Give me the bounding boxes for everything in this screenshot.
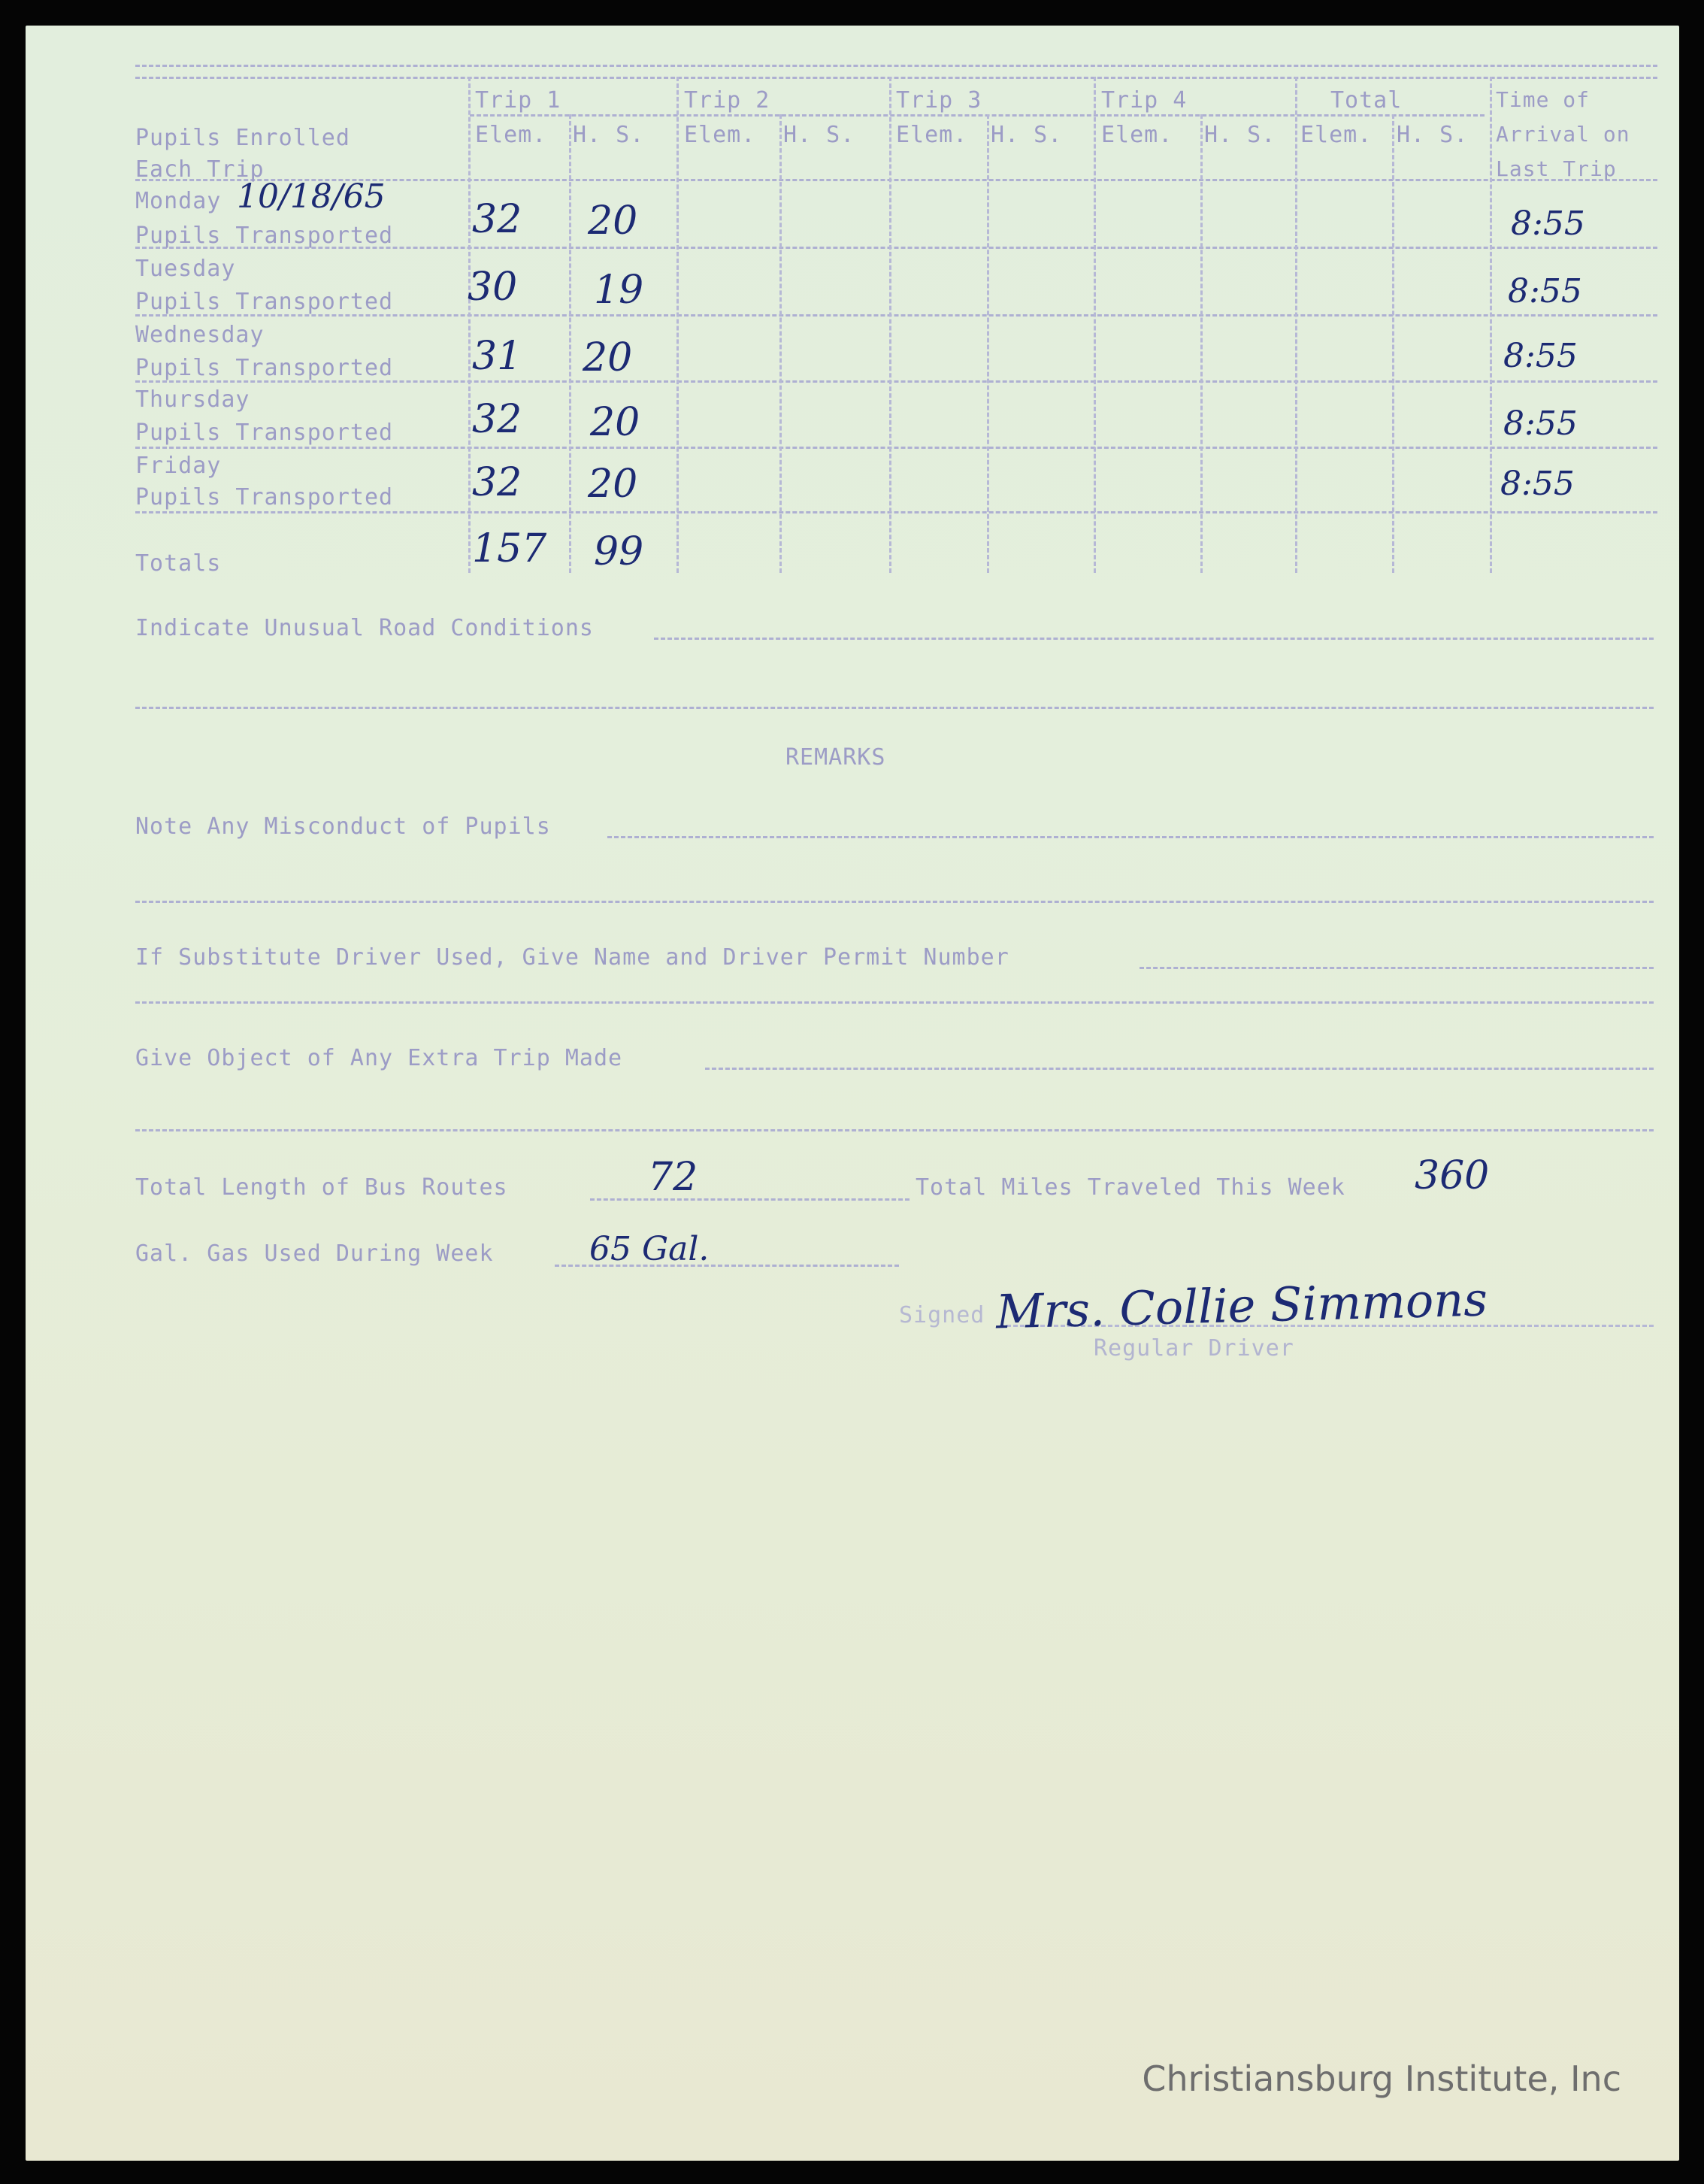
time-header-line-1: Time of	[1496, 87, 1591, 112]
driver-signature: Mrs. Collie Simmons	[995, 1271, 1488, 1340]
hs-total: 99	[594, 529, 644, 574]
substitute-driver-line	[1140, 967, 1654, 969]
row-label-transported: Pupils Transported	[135, 223, 394, 249]
table-rule	[135, 65, 1657, 67]
total-header: Total	[1330, 87, 1403, 114]
arrival-time: 8:55	[1511, 204, 1585, 243]
table-rule	[135, 77, 1657, 79]
hs-value: 20	[588, 462, 638, 507]
arrival-time: 8:55	[1500, 465, 1575, 503]
gas-used-label: Gal. Gas Used During Week	[135, 1240, 494, 1267]
extra-trip-line	[705, 1068, 1654, 1070]
table-column-rule	[468, 77, 471, 573]
trip-4-header: Trip 4	[1101, 87, 1188, 114]
table-column-rule	[569, 114, 571, 573]
elem-subheader: Elem.	[684, 122, 756, 148]
elem-subheader: Elem.	[475, 122, 547, 148]
time-header-line-3: Last Trip	[1496, 156, 1617, 181]
gas-used-value: 65 Gal.	[589, 1230, 710, 1268]
document-page	[26, 26, 1679, 2161]
hs-value: 20	[583, 335, 633, 380]
row-label-transported: Pupils Transported	[135, 420, 394, 446]
table-column-rule	[1295, 77, 1297, 573]
hs-subheader: H. S.	[1397, 122, 1469, 148]
road-conditions-label: Indicate Unusual Road Conditions	[135, 615, 594, 641]
table-column-rule	[889, 77, 891, 573]
regular-driver-label: Regular Driver	[1094, 1335, 1294, 1362]
extra-trip-line-2	[135, 1129, 1654, 1131]
trip-2-header: Trip 2	[684, 87, 770, 114]
elem-subheader: Elem.	[896, 122, 968, 148]
table-column-rule	[676, 77, 679, 573]
row-label-transported: Pupils Transported	[135, 355, 394, 381]
table-rule	[135, 511, 1657, 513]
route-length-value: 72	[648, 1155, 698, 1200]
road-conditions-line	[654, 638, 1654, 640]
table-column-rule	[987, 114, 989, 573]
elem-subheader: Elem.	[1300, 122, 1373, 148]
time-header-line-2: Arrival on	[1496, 122, 1630, 147]
elem-value: 32	[472, 460, 522, 505]
elem-value: 31	[472, 334, 522, 379]
misconduct-line-2	[135, 901, 1654, 903]
table-column-rule	[1392, 114, 1394, 573]
table-column-rule	[1490, 77, 1492, 573]
extra-trip-label: Give Object of Any Extra Trip Made	[135, 1045, 623, 1071]
elem-value: 32	[472, 197, 522, 242]
miles-traveled-value: 360	[1415, 1153, 1490, 1198]
trip-1-header: Trip 1	[475, 87, 561, 114]
table-rule	[135, 447, 1657, 449]
row-label-transported: Pupils Transported	[135, 289, 394, 315]
table-column-rule	[1200, 114, 1203, 573]
row-label-enrolled: Pupils Enrolled	[135, 125, 350, 151]
route-length-line	[590, 1198, 910, 1201]
archive-watermark: Christiansburg Institute, Inc	[1142, 2058, 1621, 2099]
remarks-title: REMARKS	[785, 744, 886, 771]
misconduct-label: Note Any Misconduct of Pupils	[135, 813, 551, 840]
elem-total: 157	[472, 526, 547, 571]
miles-traveled-label: Total Miles Traveled This Week	[916, 1174, 1345, 1201]
totals-label: Totals	[135, 550, 222, 577]
substitute-driver-label: If Substitute Driver Used, Give Name and Driver Permit Number	[135, 944, 1009, 971]
route-length-label: Total Length of Bus Routes	[135, 1174, 508, 1201]
row-label-transported: Pupils Transported	[135, 484, 394, 510]
hs-value: 20	[588, 198, 638, 244]
elem-value: 32	[472, 397, 522, 442]
arrival-time: 8:55	[1503, 404, 1578, 443]
hs-subheader: H. S.	[573, 122, 645, 148]
table-column-rule	[1094, 77, 1096, 573]
day-label-friday: Friday	[135, 453, 222, 479]
table-column-rule	[779, 114, 782, 573]
hs-subheader: H. S.	[783, 122, 855, 148]
hs-subheader: H. S.	[991, 122, 1063, 148]
day-label-tuesday: Tuesday	[135, 256, 236, 282]
table-rule	[470, 114, 1485, 117]
row-label-each-trip: Each Trip	[135, 156, 265, 183]
misconduct-line	[607, 836, 1654, 838]
elem-value: 30	[468, 265, 518, 310]
signed-label: Signed	[899, 1302, 985, 1328]
hs-value: 19	[594, 268, 644, 313]
elem-subheader: Elem.	[1101, 122, 1173, 148]
hs-value: 20	[590, 400, 640, 445]
substitute-driver-line-2	[135, 1001, 1654, 1004]
day-label-thursday: Thursday	[135, 386, 250, 413]
date-value: 10/18/65	[237, 177, 386, 216]
hs-subheader: H. S.	[1204, 122, 1276, 148]
road-conditions-line-2	[135, 707, 1654, 709]
day-label-monday: Monday	[135, 188, 222, 214]
arrival-time: 8:55	[1508, 272, 1582, 310]
trip-3-header: Trip 3	[896, 87, 982, 114]
arrival-time: 8:55	[1503, 337, 1578, 375]
day-label-wednesday: Wednesday	[135, 322, 265, 348]
